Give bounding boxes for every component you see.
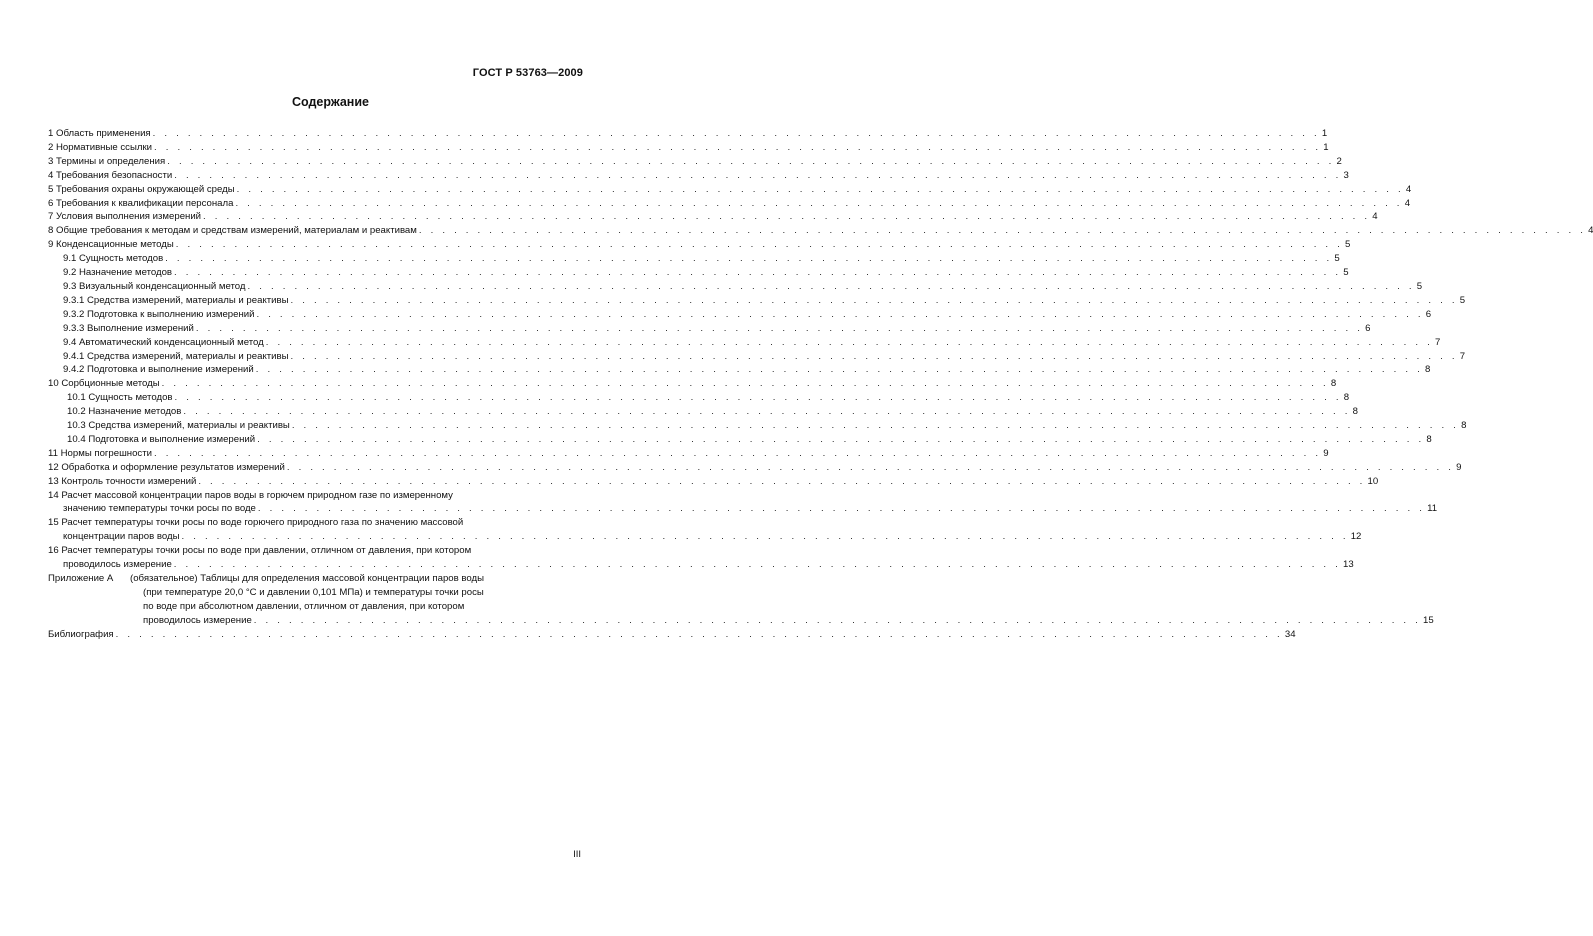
- toc-label: 6 Требования к квалификации персонала: [48, 197, 234, 209]
- toc-page: 8: [1330, 378, 1337, 390]
- appendix-line: по воде при абсолютном давлении, отличном от давления, при котором: [143, 600, 465, 612]
- toc-label: 9.3.3 Выполнение измерений: [63, 322, 194, 334]
- toc-entry[interactable]: [48, 141, 1329, 155]
- toc-page: 6: [1425, 308, 1432, 320]
- toc-label: 10.3 Средства измерений, материалы и реактивы: [67, 420, 290, 432]
- toc-leader: . . . . . . . . . . . . . . . . . . . . . . . . . . . . . . . . . . . . . . . . . . . . . . . . . . . . . . . . . . . . . . . . . . . . . . . . . . . . . . . . . . . . . . . . . . . . . . . . . . . .: [253, 614, 1422, 626]
- document-id: ГОСТ Р 53763—2009: [472, 67, 583, 79]
- toc-entry[interactable]: [48, 169, 1349, 183]
- toc-page: 15: [1423, 614, 1434, 626]
- toc-label: проводилось измерение: [63, 559, 172, 571]
- toc-leader: . . . . . . . . . . . . . . . . . . . . . . . . . . . . . . . . . . . . . . . . . . . . . . . . . . . . . . . . . . . . . . . . . . . . . . . . . . . . . . . . . . . . . . . . . . . . . . . . . . . .: [181, 531, 1349, 543]
- toc-leader: . . . . . . . . . . . . . . . . . . . . . . . . . . . . . . . . . . . . . . . . . . . . . . . . . . . . . . . . . . . . . . . . . . . . . . . . . . . . . . . . . . . . . . . . . . . . . . . . . . . .: [167, 155, 1335, 167]
- toc-entry-multiline[interactable]: [48, 489, 1438, 517]
- toc-entry[interactable]: [48, 238, 1351, 252]
- toc-entry[interactable]: [48, 210, 1378, 224]
- toc-page: 7: [1459, 350, 1466, 362]
- toc-leader: . . . . . . . . . . . . . . . . . . . . . . . . . . . . . . . . . . . . . . . . . . . . . . . . . . . . . . . . . . . . . . . . . . . . . . . . . . . . . . . . . . . . . . . . . . . . . . . . . . . .: [235, 197, 1403, 209]
- toc-label: 10.1 Сущность методов: [67, 392, 173, 404]
- toc-entry[interactable]: [48, 350, 1466, 364]
- toc-page: 5: [1343, 267, 1349, 279]
- toc-page: 8: [1425, 364, 1431, 376]
- toc-leader: . . . . . . . . . . . . . . . . . . . . . . . . . . . . . . . . . . . . . . . . . . . . . . . . . . . . . . . . . . . . . . . . . . . . . . . . . . . . . . . . . . . . . . . . . . . . . . . . . . . .: [183, 406, 1351, 418]
- toc-entry[interactable]: [48, 294, 1466, 308]
- toc-entry[interactable]: [48, 405, 1358, 419]
- toc-entry[interactable]: [48, 461, 1462, 475]
- toc-label: проводилось измерение: [143, 614, 252, 626]
- toc-entry-last-line[interactable]: [48, 530, 1362, 544]
- toc-label: 10.2 Назначение методов: [67, 406, 182, 418]
- toc-entry[interactable]: [48, 308, 1432, 322]
- toc-page: 10: [1367, 475, 1379, 487]
- toc-label: 3 Термины и определения: [48, 155, 166, 167]
- toc-label: 9.4.1 Средства измерений, материалы и реактивы: [63, 350, 289, 362]
- toc-label-line: 14 Расчет массовой концентрации паров воды в горючем природном газе по измеренному: [48, 489, 453, 501]
- toc-entry-multiline[interactable]: [48, 516, 1362, 544]
- toc-leader: . . . . . . . . . . . . . . . . . . . . . . . . . . . . . . . . . . . . . . . . . . . . . . . . . . . . . . . . . . . . . . . . . . . . . . . . . . . . . . . . . . . . . . . . . . . . . . . . . . . .: [195, 322, 1364, 334]
- toc-page: 5: [1459, 294, 1466, 306]
- toc-page: 7: [1434, 336, 1441, 348]
- toc-label: 9.4.2 Подготовка и выполнение измерений: [63, 364, 254, 376]
- toc-entry[interactable]: [48, 183, 1412, 197]
- toc-leader: . . . . . . . . . . . . . . . . . . . . . . . . . . . . . . . . . . . . . . . . . . . . . . . . . . . . . . . . . . . . . . . . . . . . . . . . . . . . . . . . . . . . . . . . . . . . . . . . . . . .: [152, 128, 1320, 139]
- toc-page: 12: [1350, 531, 1362, 543]
- toc-leader: . . . . . . . . . . . . . . . . . . . . . . . . . . . . . . . . . . . . . . . . . . . . . . . . . . . . . . . . . . . . . . . . . . . . . . . . . . . . . . . . . . . . . . . . . . . . . . . . . . . .: [290, 294, 1458, 306]
- toc-entry[interactable]: [48, 447, 1329, 461]
- toc-label: 5 Требования охраны окружающей среды: [48, 183, 235, 195]
- toc-label: значению температуры точки росы по воде: [63, 503, 256, 515]
- toc-leader: . . . . . . . . . . . . . . . . . . . . . . . . . . . . . . . . . . . . . . . . . . . . . . . . . . . . . . . . . . . . . . . . . . . . . . . . . . . . . . . . . . . . . . . . . . . . . . . . . . . .: [255, 364, 1423, 376]
- toc-page: 6: [1365, 322, 1371, 334]
- toc-label: 9 Конденсационные методы: [48, 239, 174, 251]
- table-of-contents: [48, 127, 1593, 642]
- toc-label: 10.4 Подготовка и выполнение измерений: [67, 433, 256, 445]
- toc-leader: . . . . . . . . . . . . . . . . . . . . . . . . . . . . . . . . . . . . . . . . . . . . . . . . . . . . . . . . . . . . . . . . . . . . . . . . . . . . . . . . . . . . . . . . . . . . . . . . . . . .: [174, 267, 1342, 279]
- toc-entry-last-line[interactable]: [48, 558, 1354, 572]
- appendix-key: Приложение А: [48, 573, 114, 584]
- toc-page: 4: [1405, 183, 1412, 195]
- toc-entry[interactable]: [48, 322, 1371, 336]
- toc-leader: . . . . . . . . . . . . . . . . . . . . . . . . . . . . . . . . . . . . . . . . . . . . . . . . . . . . . . . . . . . . . . . . . . . . . . . . . . . . . . . . . . . . . . . . . . . . . . . . . . . .: [153, 447, 1322, 459]
- toc-leader: . . . . . . . . . . . . . . . . . . . . . . . . . . . . . . . . . . . . . . . . . . . . . . . . . . . . . . . . . . . . . . . . . . . . . . . . . . . . . . . . . . . . . . . . . . . . . . . . . . . .: [286, 461, 1455, 473]
- toc-entry[interactable]: [48, 224, 1593, 238]
- toc-leader: . . . . . . . . . . . . . . . . . . . . . . . . . . . . . . . . . . . . . . . . . . . . . . . . . . . . . . . . . . . . . . . . . . . . . . . . . . . . . . . . . . . . . . . . . . . . . . . . . . . .: [203, 211, 1371, 223]
- toc-label-line: 15 Расчет температуры точки росы по воде горючего природного газа по значению массовой: [48, 517, 464, 529]
- toc-leader: . . . . . . . . . . . . . . . . . . . . . . . . . . . . . . . . . . . . . . . . . . . . . . . . . . . . . . . . . . . . . . . . . . . . . . . . . . . . . . . . . . . . . . . . . . . . . . . . . . . .: [175, 239, 1344, 251]
- toc-page: 11: [1427, 503, 1438, 515]
- toc-entry[interactable]: [48, 155, 1342, 169]
- page-number: III: [573, 849, 581, 860]
- toc-entry[interactable]: [48, 391, 1350, 405]
- toc-label: 4 Требования безопасности: [48, 169, 173, 181]
- toc-leader: . . . . . . . . . . . . . . . . . . . . . . . . . . . . . . . . . . . . . . . . . . . . . . . . . . . . . . . . . . . . . . . . . . . . . . . . . . . . . . . . . . . . . . . . . . . . . . . . . . . .: [265, 336, 1433, 348]
- toc-leader: . . . . . . . . . . . . . . . . . . . . . . . . . . . . . . . . . . . . . . . . . . . . . . . . . . . . . . . . . . . . . . . . . . . . . . . . . . . . . . . . . . . . . . . . . . . . . . . . . . . .: [257, 433, 1425, 445]
- toc-leader: . . . . . . . . . . . . . . . . . . . . . . . . . . . . . . . . . . . . . . . . . . . . . . . . . . . . . . . . . . . . . . . . . . . . . . . . . . . . . . . . . . . . . . . . . . . . . . . . . . . .: [173, 559, 1342, 571]
- toc-leader: . . . . . . . . . . . . . . . . . . . . . . . . . . . . . . . . . . . . . . . . . . . . . . . . . . . . . . . . . . . . . . . . . . . . . . . . . . . . . . . . . . . . . . . . . . . . . . . . . . . .: [256, 308, 1424, 320]
- toc-entry[interactable]: [48, 252, 1340, 266]
- toc-leader: . . . . . . . . . . . . . . . . . . . . . . . . . . . . . . . . . . . . . . . . . . . . . . . . . . . . . . . . . . . . . . . . . . . . . . . . . . . . . . . . . . . . . . . . . . . . . . . . . . . .: [161, 378, 1329, 390]
- toc-page: 1: [1321, 128, 1328, 139]
- toc-page: 9: [1456, 461, 1462, 473]
- toc-page: 2: [1336, 155, 1342, 167]
- toc-label: 1 Область применения: [48, 128, 151, 139]
- toc-label: Библиография: [48, 628, 114, 640]
- appendix-line: (обязательное) Таблицы для определения массовой концентрации паров воды: [130, 573, 485, 584]
- appendix-line: (при температуре 20,0 °С и давлении 0,101 МПа) и температуры точки росы: [143, 586, 484, 598]
- toc-label: 9.1 Сущность методов: [63, 253, 164, 265]
- appendix-last-line: [130, 614, 1434, 628]
- toc-page: 8: [1343, 392, 1350, 404]
- toc-leader: . . . . . . . . . . . . . . . . . . . . . . . . . . . . . . . . . . . . . . . . . . . . . . . . . . . . . . . . . . . . . . . . . . . . . . . . . . . . . . . . . . . . . . . . . . . . . . . . . . . .: [198, 475, 1366, 487]
- toc-entries: [48, 127, 1593, 489]
- toc-label: 9.3.2 Подготовка к выполнению измерений: [63, 308, 255, 320]
- toc-label: 7 Условия выполнения измерений: [48, 211, 202, 223]
- toc-entry[interactable]: [48, 336, 1441, 350]
- toc-leader: . . . . . . . . . . . . . . . . . . . . . . . . . . . . . . . . . . . . . . . . . . . . . . . . . . . . . . . . . . . . . . . . . . . . . . . . . . . . . . . . . . . . . . . . . . . . . . . . . . . .: [165, 253, 1333, 265]
- toc-leader: . . . . . . . . . . . . . . . . . . . . . . . . . . . . . . . . . . . . . . . . . . . . . . . . . . . . . . . . . . . . . . . . . . . . . . . . . . . . . . . . . . . . . . . . . . . . . . . . . . . .: [174, 392, 1342, 404]
- toc-entry-multiline[interactable]: [48, 544, 1354, 572]
- toc-leader: . . . . . . . . . . . . . . . . . . . . . . . . . . . . . . . . . . . . . . . . . . . . . . . . . . . . . . . . . . . . . . . . . . . . . . . . . . . . . . . . . . . . . . . . . . . . . . . . . . . .: [247, 280, 1415, 292]
- toc-label: 9.3 Визуальный конденсационный метод: [63, 280, 246, 292]
- toc-entry[interactable]: [48, 363, 1431, 377]
- toc-label-line: 16 Расчет температуры точки росы по воде при давлении, отличном от давления, при котором: [48, 545, 472, 557]
- toc-label: 8 Общие требования к методам и средствам измерений, материалам и реактивам: [48, 225, 417, 237]
- appendix-body: [130, 572, 1434, 628]
- toc-page: 4: [1404, 197, 1411, 209]
- toc-appendix-entry[interactable]: [48, 572, 1434, 628]
- toc-leader: . . . . . . . . . . . . . . . . . . . . . . . . . . . . . . . . . . . . . . . . . . . . . . . . . . . . . . . . . . . . . . . . . . . . . . . . . . . . . . . . . . . . . . . . . . . . . . . . . . . .: [257, 503, 1426, 515]
- toc-page: 13: [1343, 559, 1354, 571]
- toc-page: 8: [1426, 433, 1432, 445]
- toc-page: 1: [1323, 141, 1329, 153]
- toc-page: 4: [1372, 211, 1378, 223]
- toc-entry-bibliography[interactable]: [48, 628, 1296, 642]
- toc-label: 11 Нормы погрешности: [48, 447, 152, 459]
- toc-page: 8: [1352, 406, 1358, 418]
- toc-entry[interactable]: [48, 280, 1423, 294]
- toc-leader: . . . . . . . . . . . . . . . . . . . . . . . . . . . . . . . . . . . . . . . . . . . . . . . . . . . . . . . . . . . . . . . . . . . . . . . . . . . . . . . . . . . . . . . . . . . . . . . . . . . .: [418, 225, 1587, 237]
- toc-page: 3: [1343, 169, 1349, 181]
- toc-leader: . . . . . . . . . . . . . . . . . . . . . . . . . . . . . . . . . . . . . . . . . . . . . . . . . . . . . . . . . . . . . . . . . . . . . . . . . . . . . . . . . . . . . . . . . . . . . . . . . . . .: [290, 350, 1458, 362]
- toc-entry[interactable]: [48, 197, 1411, 211]
- toc-label: 9.2 Назначение методов: [63, 267, 173, 279]
- toc-page: 9: [1323, 447, 1329, 459]
- toc-page: 5: [1334, 253, 1340, 265]
- toc-page: 8: [1461, 420, 1467, 432]
- toc-label: 9.4 Автоматический конденсационный метод: [63, 336, 264, 348]
- toc-label: 12 Обработка и оформление результатов измерений: [48, 461, 285, 473]
- toc-label: 2 Нормативные ссылки: [48, 141, 153, 153]
- toc-entry[interactable]: [48, 475, 1379, 489]
- toc-entry-last-line[interactable]: [48, 502, 1438, 516]
- toc-page: 5: [1416, 280, 1423, 292]
- toc-label: 9.3.1 Средства измерений, материалы и реактивы: [63, 294, 289, 306]
- toc-entry[interactable]: [48, 127, 1328, 141]
- toc-page: 34: [1284, 628, 1296, 640]
- page-title: Содержание: [291, 95, 369, 109]
- toc-leader: . . . . . . . . . . . . . . . . . . . . . . . . . . . . . . . . . . . . . . . . . . . . . . . . . . . . . . . . . . . . . . . . . . . . . . . . . . . . . . . . . . . . . . . . . . . . . . . . . . . .: [236, 183, 1404, 195]
- toc-leader: . . . . . . . . . . . . . . . . . . . . . . . . . . . . . . . . . . . . . . . . . . . . . . . . . . . . . . . . . . . . . . . . . . . . . . . . . . . . . . . . . . . . . . . . . . . . . . . . . . . .: [154, 141, 1322, 153]
- toc-entry[interactable]: [48, 266, 1349, 280]
- toc-page: 4: [1588, 225, 1593, 237]
- toc-label: 13 Контроль точности измерений: [48, 475, 197, 487]
- toc-entry[interactable]: [48, 377, 1337, 391]
- toc-label: 10 Сорбционные методы: [48, 378, 160, 390]
- toc-leader: . . . . . . . . . . . . . . . . . . . . . . . . . . . . . . . . . . . . . . . . . . . . . . . . . . . . . . . . . . . . . . . . . . . . . . . . . . . . . . . . . . . . . . . . . . . . . . . . . . . .: [174, 169, 1342, 181]
- toc-entry[interactable]: [48, 419, 1467, 433]
- toc-page: 5: [1345, 239, 1351, 251]
- toc-leader: . . . . . . . . . . . . . . . . . . . . . . . . . . . . . . . . . . . . . . . . . . . . . . . . . . . . . . . . . . . . . . . . . . . . . . . . . . . . . . . . . . . . . . . . . . . . . . . . . . . .: [291, 420, 1460, 432]
- toc-entry[interactable]: [48, 433, 1432, 447]
- toc-label: концентрации паров воды: [63, 531, 180, 543]
- toc-multiline-entries: [48, 489, 1438, 572]
- toc-leader: . . . . . . . . . . . . . . . . . . . . . . . . . . . . . . . . . . . . . . . . . . . . . . . . . . . . . . . . . . . . . . . . . . . . . . . . . . . . . . . . . . . . . . . . . . . . . . . . . . . .: [115, 628, 1283, 640]
